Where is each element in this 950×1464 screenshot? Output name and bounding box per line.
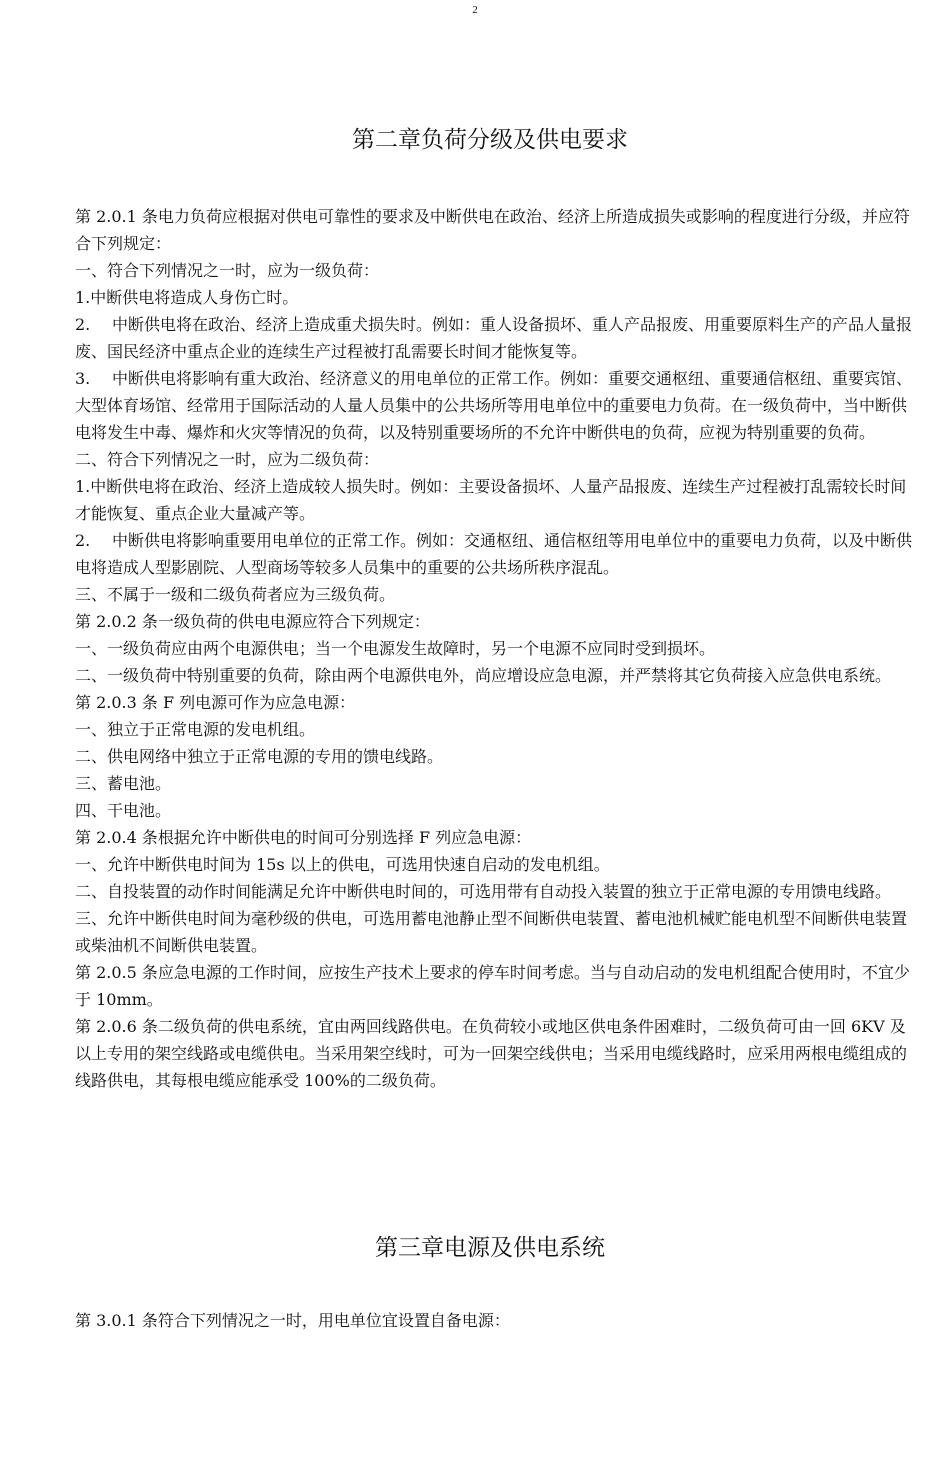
- chapter-3-body: [75, 1307, 915, 1334]
- item-number: 2.: [75, 315, 91, 334]
- paragraph-3-0-1: 第 3.0.1 条符合下列情况之一时，用电单位宜设置自备电源：: [75, 1311, 510, 1330]
- paragraph-2-0-6: 第 2.0.6 条二级负荷的供电系统，宜由两回线路供电。在负荷较小或地区供电条件困难时，二级负荷可由一回 6KV 及以上专用的架空线路或电缆供电。当采用架空线时，可为一回架空线供电；当采用电缆线路时，应采用两根电缆组成的线路供电，其每根电缆应能承受 100%的二级负荷。: [75, 1017, 908, 1090]
- paragraph-2-0-3: 第 2.0.3 条 F 列电源可作为应急电源：: [75, 693, 356, 712]
- paragraph-2-0-3-item2: 二、供电网络中独立于正常电源的专用的馈电线路。: [75, 747, 444, 766]
- paragraph-2-0-3-item4: 四、干电池。: [75, 801, 172, 820]
- item-text: 中断供电将影响有重大政治、经济意义的用电单位的正常工作。例如：重要交通枢纽、重要通信枢纽、重要宾馆、大型体育场馆、经常用于国际活动的人量人员集中的公共场所等用电单位中的重要电力负荷。在一级负荷中，当中断供电将发生中毒、爆炸和火灾等情况的负荷，以及特别重要场所的不允许中断供电的负荷，应视为特别重要的负荷。: [75, 369, 913, 442]
- paragraph-level1-heading: 一、符合下列情况之一时，应为一级负荷：: [75, 261, 380, 280]
- paragraph-2-0-2: 第 2.0.2 条一级负荷的供电电源应符合下列规定：: [75, 612, 430, 631]
- paragraph-2-0-4-item3: 三、允许中断供电时间为毫秒级的供电，可选用蓄电池静止型不间断供电装置、蓄电池机械贮能电机型不间断供电装置或柴油机不间断供电装置。: [75, 909, 908, 955]
- paragraph-level2-heading: 二、符合下列情况之一时，应为二级负荷：: [75, 450, 380, 469]
- page-number: 2: [472, 4, 478, 16]
- paragraph-level2-item1: 1.中断供电将在政治、经济上造成较人损失时。例如：主要设备损坏、人量产品报废、连续生产过程被打乱需较长时间才能恢复、重点企业大量减产等。: [75, 477, 907, 523]
- item-text: 中断供电将影响重要用电单位的正常工作。例如：交通枢纽、通信枢纽等用电单位中的重要电力负荷，以及中断供电将造成人型影剧院、人型商场等较多人员集中的重要的公共场所秩序混乱。: [75, 531, 913, 577]
- paragraph-level3: 三、不属于一级和二级负荷者应为三级负荷。: [75, 585, 396, 604]
- paragraph-2-0-4-item2: 二、自投装置的动作时间能满足允许中断供电时间的，可选用带有自动投入装置的独立于正常电源的专用馈电线路。: [75, 882, 892, 901]
- paragraph-2-0-3-item1: 一、独立于正常电源的发电机组。: [75, 720, 316, 739]
- chapter-3-title: 第三章电源及供电系统: [375, 1235, 605, 1261]
- item-text: 中断供电将在政治、经济上造成重犬损失时。例如：重人设备损坏、重人产品报废、用重要原料生产的产品人量报废、国民经济中重点企业的连续生产过程被打乱需要长时间才能恢复等。: [75, 315, 913, 361]
- paragraph-level1-item1: 1.中断供电将造成人身伤亡时。: [75, 288, 299, 307]
- item-number: 2.: [75, 531, 91, 550]
- paragraph-2-0-4: 第 2.0.4 条根据允许中断供电的时间可分别选择 F 列应急电源：: [75, 828, 532, 847]
- paragraph-2-0-3-item3: 三、蓄电池。: [75, 774, 172, 793]
- chapter-2-title: 第二章负荷分级及供电要求: [352, 127, 628, 153]
- paragraph-2-0-2-item2: 二、一级负荷中特别重要的负荷，除由两个电源供电外，尚应增设应急电源，并严禁将其它负荷接入应急供电系统。: [75, 666, 892, 685]
- chapter-2-body: [75, 203, 915, 1094]
- item-number: 3.: [75, 369, 91, 388]
- paragraph-2-0-4-item1: 一、允许中断供电时间为 15s 以上的供电，可选用快速自启动的发电机组。: [75, 855, 610, 874]
- paragraph-2-0-1: 第 2.0.1 条电力负荷应根据对供电可靠性的要求及中断供电在政治、经济上所造成损失或影响的程度进行分级，并应符合下列规定：: [75, 207, 910, 253]
- paragraph-level1-item3: [75, 365, 915, 446]
- paragraph-2-0-2-item1: 一、一级负荷应由两个电源供电；当一个电源发生故障时，另一个电源不应同时受到损坏。: [75, 639, 716, 658]
- paragraph-2-0-5: 第 2.0.5 条应急电源的工作时间，应按生产技术上要求的停车时间考虑。当与自动启动的发电机组配合使用时，不宜少于 10mm。: [75, 963, 910, 1009]
- paragraph-level1-item2: [75, 311, 915, 365]
- paragraph-level2-item2: [75, 527, 915, 581]
